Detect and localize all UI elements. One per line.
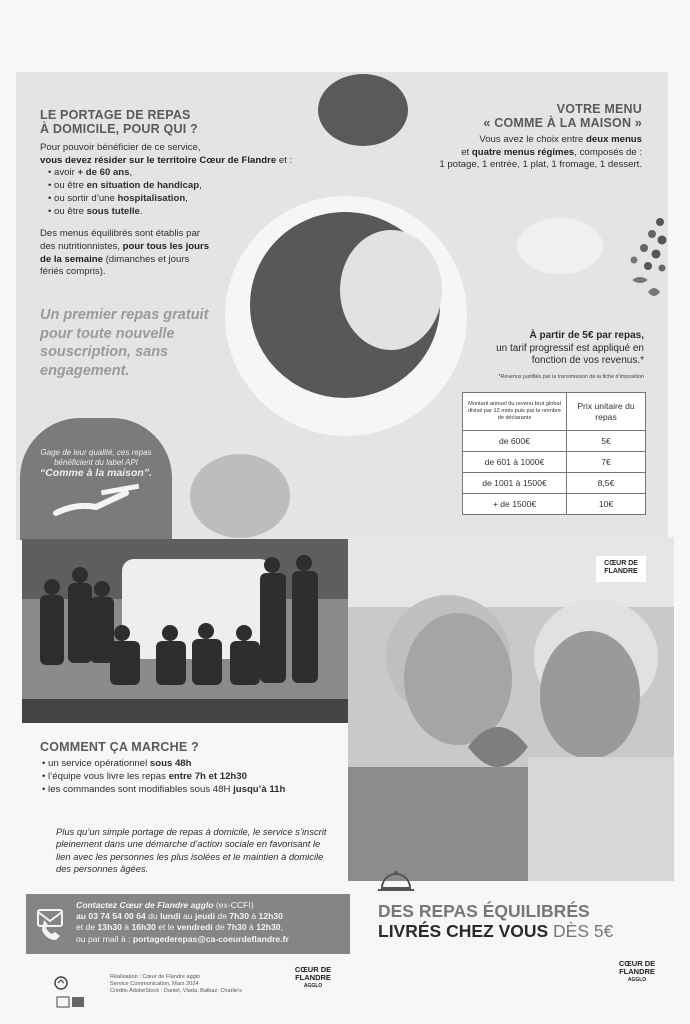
coeur-de-flandre-logo-top: CŒUR DE FLANDRE	[596, 556, 646, 582]
coeur-de-flandre-logo-footer: CŒUR DE FLANDRE AGGLO	[294, 965, 332, 989]
list-item: • les commandes sont modifiables sous 48H jusqu’à 11h	[42, 784, 340, 797]
who-bullets	[48, 167, 312, 218]
nutrition-text: Des menus équilibrés sont établis par des nutritionnistes, pour tous les jours de la semaine (dimanches et jours fériés compris).	[40, 228, 210, 278]
print-label-icon	[56, 995, 86, 1009]
promo-text: Un premier repas gratuit pour toute nouvelle souscription, sans engagement.	[40, 307, 209, 379]
list-item: • l’équipe vous livre les repas entre 7h et 12h30	[42, 771, 340, 784]
table-row: de 601 à 1000€ 7€	[463, 452, 646, 473]
list-item: • avoir + de 60 ans,	[48, 167, 312, 180]
list-item: • ou sortir d’une hospitalisation,	[48, 193, 312, 206]
who-section	[40, 108, 312, 279]
recycle-icon	[54, 976, 68, 990]
menu-section	[420, 102, 642, 172]
column-header-income: Montant annuel du revenu brut global divisé par 12 mois puis par le nombre de déclarants	[463, 393, 567, 431]
menu-title: VOTRE MENU « COMME À LA MAISON »	[483, 102, 642, 130]
delivery-team-photo	[22, 539, 350, 723]
quality-label-badge: Gage de leur qualité, ces repas bénéficient du label API “Comme à la maison”.	[20, 418, 172, 540]
who-title: LE PORTAGE DE REPAS À DOMICILE, POUR QUI ?	[40, 108, 198, 136]
table-row: de 600€ 5€	[463, 431, 646, 452]
who-intro: Pour pouvoir bénéficier de ce service, vous devez résider sur le territoire Cœur de Flandre et :	[40, 142, 293, 166]
how-it-works-section	[40, 740, 340, 796]
coeur-de-flandre-logo-footer-right: CŒUR DE FLANDRE AGGLO	[618, 959, 656, 983]
email-link[interactable]: portagederepas@ca-coeurdeflandre.fr	[132, 933, 289, 944]
pricing-intro: À partir de 5€ par repas, un tarif progressif est appliqué en fonction de vos revenus.* *Revenus justifiés par la transmission de la fiche d’imposition	[468, 330, 644, 383]
phone-number-link[interactable]: au 03 74 54 00 64	[76, 911, 146, 922]
pricing-table	[462, 392, 646, 515]
social-action-paragraph: Plus qu’un simple portage de repas à domicile, le service s’inscrit pleinement dans une démarche d’action sociale en favorisant le lien avec les personnes les plus isolées et le maintien à domicile des personnes âgées.	[56, 826, 327, 875]
senior-couple-photo	[348, 537, 674, 881]
mash-illustration	[340, 230, 442, 350]
table-row: + de 1500€ 10€	[463, 494, 646, 515]
phone-mail-icon	[36, 908, 66, 942]
list-item: • ou être en situation de handicap,	[48, 180, 312, 193]
footer-icons	[54, 976, 104, 990]
list-item: • un service opérationnel sous 48h	[42, 758, 340, 771]
list-item: • ou être sous tutelle.	[48, 206, 312, 219]
table-header-row	[463, 393, 646, 431]
contact-box: Contactez Cœur de Flandre agglo (ex-CCFI) au 03 74 54 00 64 du lundi au jeudi de 7h30 à 12h30 et de 13h30 à 16h30 et le vendredi de 7h30 à 12h30, ou par mail à : portagederepas@ca-coeurdeflandre.fr	[26, 894, 350, 954]
column-header-price: Prix unitaire du repas	[567, 393, 646, 431]
yogurt-illustration	[517, 218, 603, 274]
menu-text: Vous avez le choix entre deux menus et quatre menus régimes, composés de : 1 potage, 1 entrée, 1 plat, 1 fromage, 1 dessert.	[439, 134, 642, 171]
table-row: de 1001 à 1500€ 8,5€	[463, 473, 646, 494]
apple-illustration	[318, 74, 408, 146]
how-title: COMMENT ÇA MARCHE ?	[40, 740, 199, 754]
pricing-note: *Revenus justifiés par la transmission de la fiche d’imposition	[498, 373, 644, 380]
blueberries-icon	[622, 216, 668, 302]
slogan: DES REPAS ÉQUILIBRÉS LIVRÉS CHEZ VOUS DÈS 5€	[378, 901, 614, 941]
serving-cloche-icon	[376, 868, 416, 896]
how-bullets	[42, 758, 340, 796]
serving-hand-icon	[46, 483, 146, 523]
bread-roll-illustration	[190, 454, 290, 538]
footer-credits: Réalisation : Cœur de Flandre agglo Service Communication, Mars 2024 Crédits AdobeStock : Daniel, Vlada, Balbaz, Charlie's	[110, 974, 242, 994]
